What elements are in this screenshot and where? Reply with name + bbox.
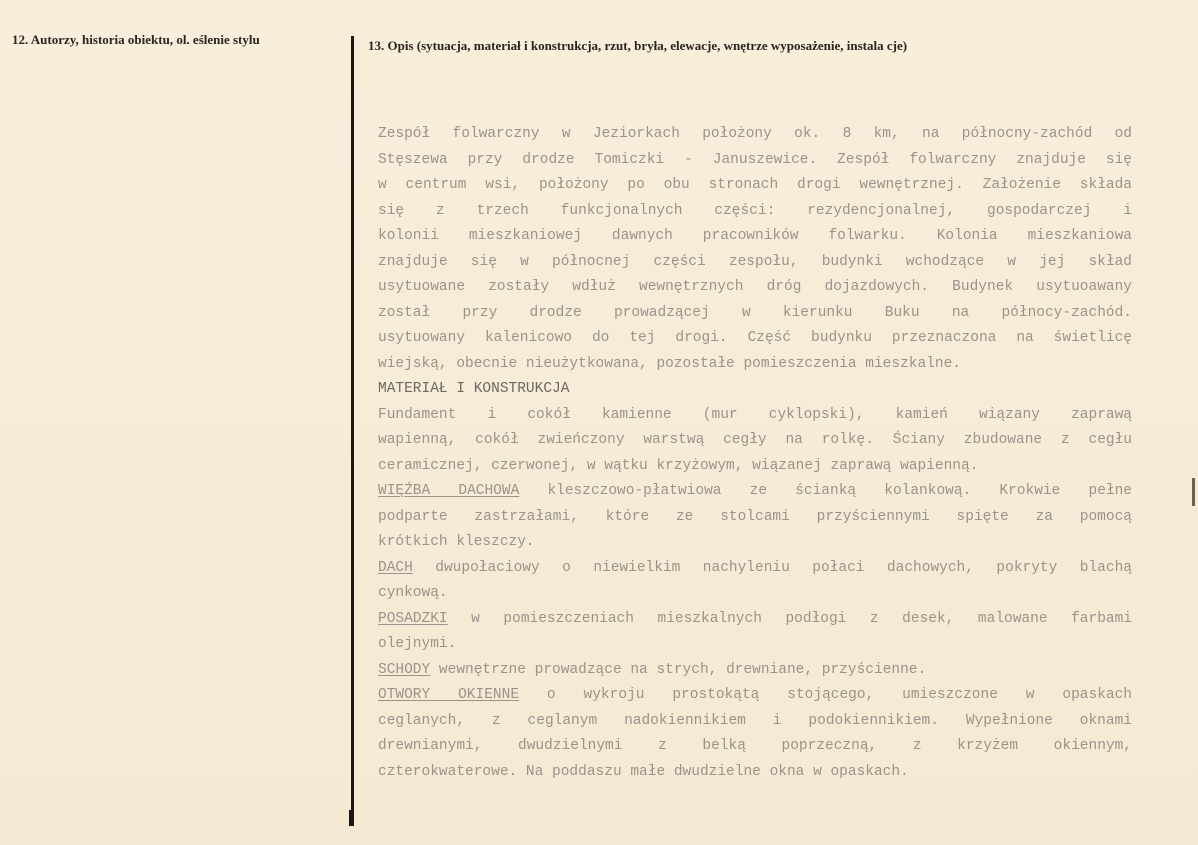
text-line: [378, 581, 1132, 607]
left-column-header: 12. Autorzy, historia obiektu, ol. eślenie stylu: [12, 32, 260, 47]
text-line: [378, 760, 1132, 786]
line-text: w pomieszczeniach mieszkalnych podłogi z desek, malowane farbami: [447, 610, 1132, 627]
right-column-header: 13. Opis (sytuacja, materiał i konstrukcja, rzut, bryła, elewacje, wnętrze wyposażenie, instala cje): [368, 38, 908, 53]
line-text: krótkich kleszczy.: [378, 534, 535, 550]
line-text: usytuowane zostały wdłuż wewnętrznych dróg dojazdowych. Budynek usytuoawany: [378, 279, 1132, 295]
line-text: olejnymi.: [378, 636, 457, 652]
line-text: usytuowany kalenicowo do tej drogi. Część budynku przeznaczona na świetlicę: [378, 330, 1132, 346]
left-column: [0, 0, 353, 845]
text-line: [378, 556, 1132, 582]
text-line: [378, 428, 1132, 454]
line-text: MATERIAŁ I KONSTRUKCJA: [378, 381, 570, 397]
text-line: [378, 505, 1132, 531]
text-line: [378, 148, 1132, 174]
section-label: SCHODY: [378, 661, 431, 678]
line-text: Zespół folwarczny w Jeziorkach położony ok. 8 km, na północny-zachód od: [378, 126, 1132, 142]
text-line: [378, 199, 1132, 225]
text-line: [378, 632, 1132, 658]
line-text: wapienną, cokół zwieńczony warstwą cegły na rolkę. Ściany zbudowane z cegłu: [378, 432, 1132, 448]
line-text: wewnętrzne prowadzące na strych, drewniane, przyścienne.: [430, 661, 927, 678]
description-text: [378, 122, 1132, 785]
text-line: [378, 734, 1132, 760]
line-text: o wykroju prostokątą stojącego, umieszczone w opaskach: [519, 687, 1133, 703]
column-divider-end: [349, 810, 354, 826]
text-line: [378, 658, 1132, 684]
section-label: DACH: [378, 559, 413, 576]
text-line: [378, 607, 1132, 633]
text-line: [378, 122, 1132, 148]
line-text: Fundament i cokół kamienne (mur cyklopski), kamień wiązany zaprawą: [378, 406, 1132, 423]
line-text: ceglanych, z ceglanym nadokiennikiem i podokiennikiem. Wypełnione oknami: [378, 712, 1132, 729]
line-text: wiejską, obecnie nieużytkowana, pozostałe pomieszczenia mieszkalne.: [378, 355, 961, 372]
section-label: OTWORY OKIENNE: [378, 687, 520, 703]
text-line: [378, 301, 1132, 327]
line-text: został przy drodze prowadzącej w kierunku Buku na północy-zachód.: [378, 304, 1132, 321]
line-text: się z trzech funkcjonalnych części: rezydencjonalnej, gospodarczej i: [378, 202, 1132, 219]
text-line: [378, 530, 1132, 556]
text-line: [378, 352, 1132, 378]
line-text: znajduje się w północnej części zespołu, budynki wchodzące w jej skład: [378, 253, 1132, 270]
section-heading: [378, 377, 1132, 403]
text-line: [378, 224, 1132, 250]
line-text: ceramicznej, czerwonej, w wątku krzyżowym, wiązanej zaprawą wapienną.: [378, 457, 979, 474]
column-divider: [351, 36, 354, 826]
line-text: drewnianymi, dwudzielnymi z belką poprzeczną, z krzyżem okiennym,: [378, 738, 1132, 754]
text-line: [378, 683, 1132, 709]
edge-mark: [1192, 478, 1195, 506]
section-label: POSADZKI: [378, 610, 448, 627]
text-line: [378, 709, 1132, 735]
section-label: WIĘŹBA DACHOWA: [378, 483, 520, 499]
line-text: dwupołaciowy o niewielkim nachyleniu połaci dachowych, pokryty blachą: [412, 559, 1132, 576]
line-text: podparte zastrzałami, które ze stolcami przyściennymi spięte za pomocą: [378, 508, 1132, 525]
text-line: [378, 403, 1132, 429]
line-text: cynkową.: [378, 585, 448, 601]
line-text: czterokwaterowe. Na poddaszu małe dwudzielne okna w opaskach.: [378, 763, 909, 780]
text-line: [378, 326, 1132, 352]
line-text: w centrum wsi, położony po obu stronach drogi wewnętrznej. Założenie składa: [378, 177, 1132, 193]
text-line: [378, 250, 1132, 276]
line-text: kleszczowo-płatwiowa ze ścianką kolankową. Krokwie pełne: [519, 483, 1132, 499]
line-text: Stęszewa przy drodze Tomiczki - Januszewice. Zespół folwarczny znajduje się: [378, 151, 1132, 168]
text-line: [378, 454, 1132, 480]
line-text: kolonii mieszkaniowej dawnych pracowników folwarku. Kolonia mieszkaniowa: [378, 228, 1132, 244]
text-line: [378, 479, 1132, 505]
text-line: [378, 173, 1132, 199]
text-line: [378, 275, 1132, 301]
